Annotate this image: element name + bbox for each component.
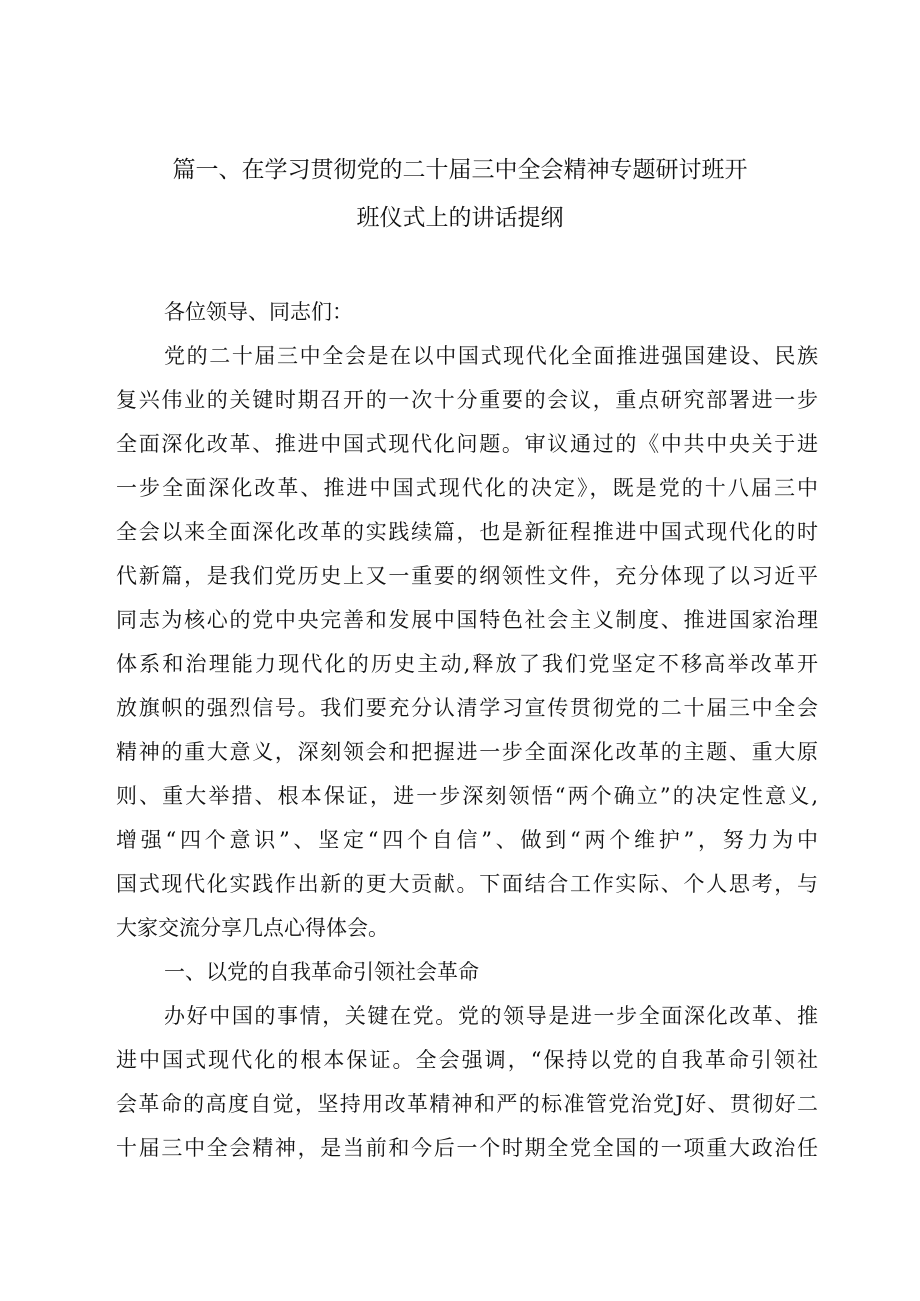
paragraph-1-line: 放旗帜的强烈信号。我们要充分认清学习宣传贯彻党的二十届三中全会 [116, 696, 818, 720]
paragraph-2-line: 会革命的高度自觉，坚持用改革精神和严的标准管党治党J好、贯彻好二 [116, 1092, 818, 1116]
salutation: 各位领导、同志们： [164, 300, 353, 324]
paragraph-2-line: 进中国式现代化的根本保证。全会强调，“保持以党的自我革命引领社 [116, 1048, 818, 1072]
paragraph-1-line: 增强“四个意识”、坚定“四个自信”、做到“两个维护”，努力为中 [116, 828, 818, 852]
paragraph-1-line: 体系和治理能力现代化的历史主动,释放了我们党坚定不移高举改革开 [116, 652, 818, 676]
document-title-line-2: 班仪式上的讲话提纲 [356, 205, 564, 231]
paragraph-1-line: 精神的重大意义，深刻领会和把握进一步全面深化改革的主题、重大原 [116, 740, 818, 764]
paragraph-1-line: 国式现代化实践作出新的更大贡献。下面结合工作实际、个人思考，与 [116, 872, 818, 896]
paragraph-1-line: 复兴伟业的关键时期召开的一次十分重要的会议，重点研究部署进一步 [116, 388, 818, 412]
paragraph-2-line: 办好中国的事情，关键在党。党的领导是进一步全面深化改革、推 [164, 1004, 818, 1028]
paragraph-2-line: 十届三中全会精神，是当前和今后一个时期全党全国的一项重大政治任 [116, 1136, 818, 1160]
paragraph-1-line: 则、重大举措、根本保证，进一步深刻领悟“两个确立”的决定性意义, [116, 784, 818, 808]
document-title-line-1: 篇一、在学习贯彻党的二十届三中全会精神专题研讨班开 [172, 157, 748, 183]
paragraph-1-line: 同志为核心的党中央完善和发展中国特色社会主义制度、推进国家治理 [116, 608, 818, 632]
paragraph-1-line: 全面深化改革、推进中国式现代化问题。审议通过的《中共中央关于进 [116, 432, 818, 456]
paragraph-1-line: 大家交流分享几点心得体会。 [116, 916, 389, 940]
section-heading: 一、以党的自我革命引领社会革命 [164, 960, 479, 984]
paragraph-1-line: 全会以来全面深化改革的实践续篇，也是新征程推进中国式现代化的时 [116, 520, 818, 544]
paragraph-1-line: 代新篇，是我们党历史上又一重要的纲领性文件，充分体现了以习近平 [116, 564, 818, 588]
paragraph-1-line: 一步全面深化改革、推进中国式现代化的决定》，既是党的十八届三中 [116, 476, 818, 500]
paragraph-1-line: 党的二十届三中全会是在以中国式现代化全面推进强国建设、民族 [164, 344, 818, 368]
